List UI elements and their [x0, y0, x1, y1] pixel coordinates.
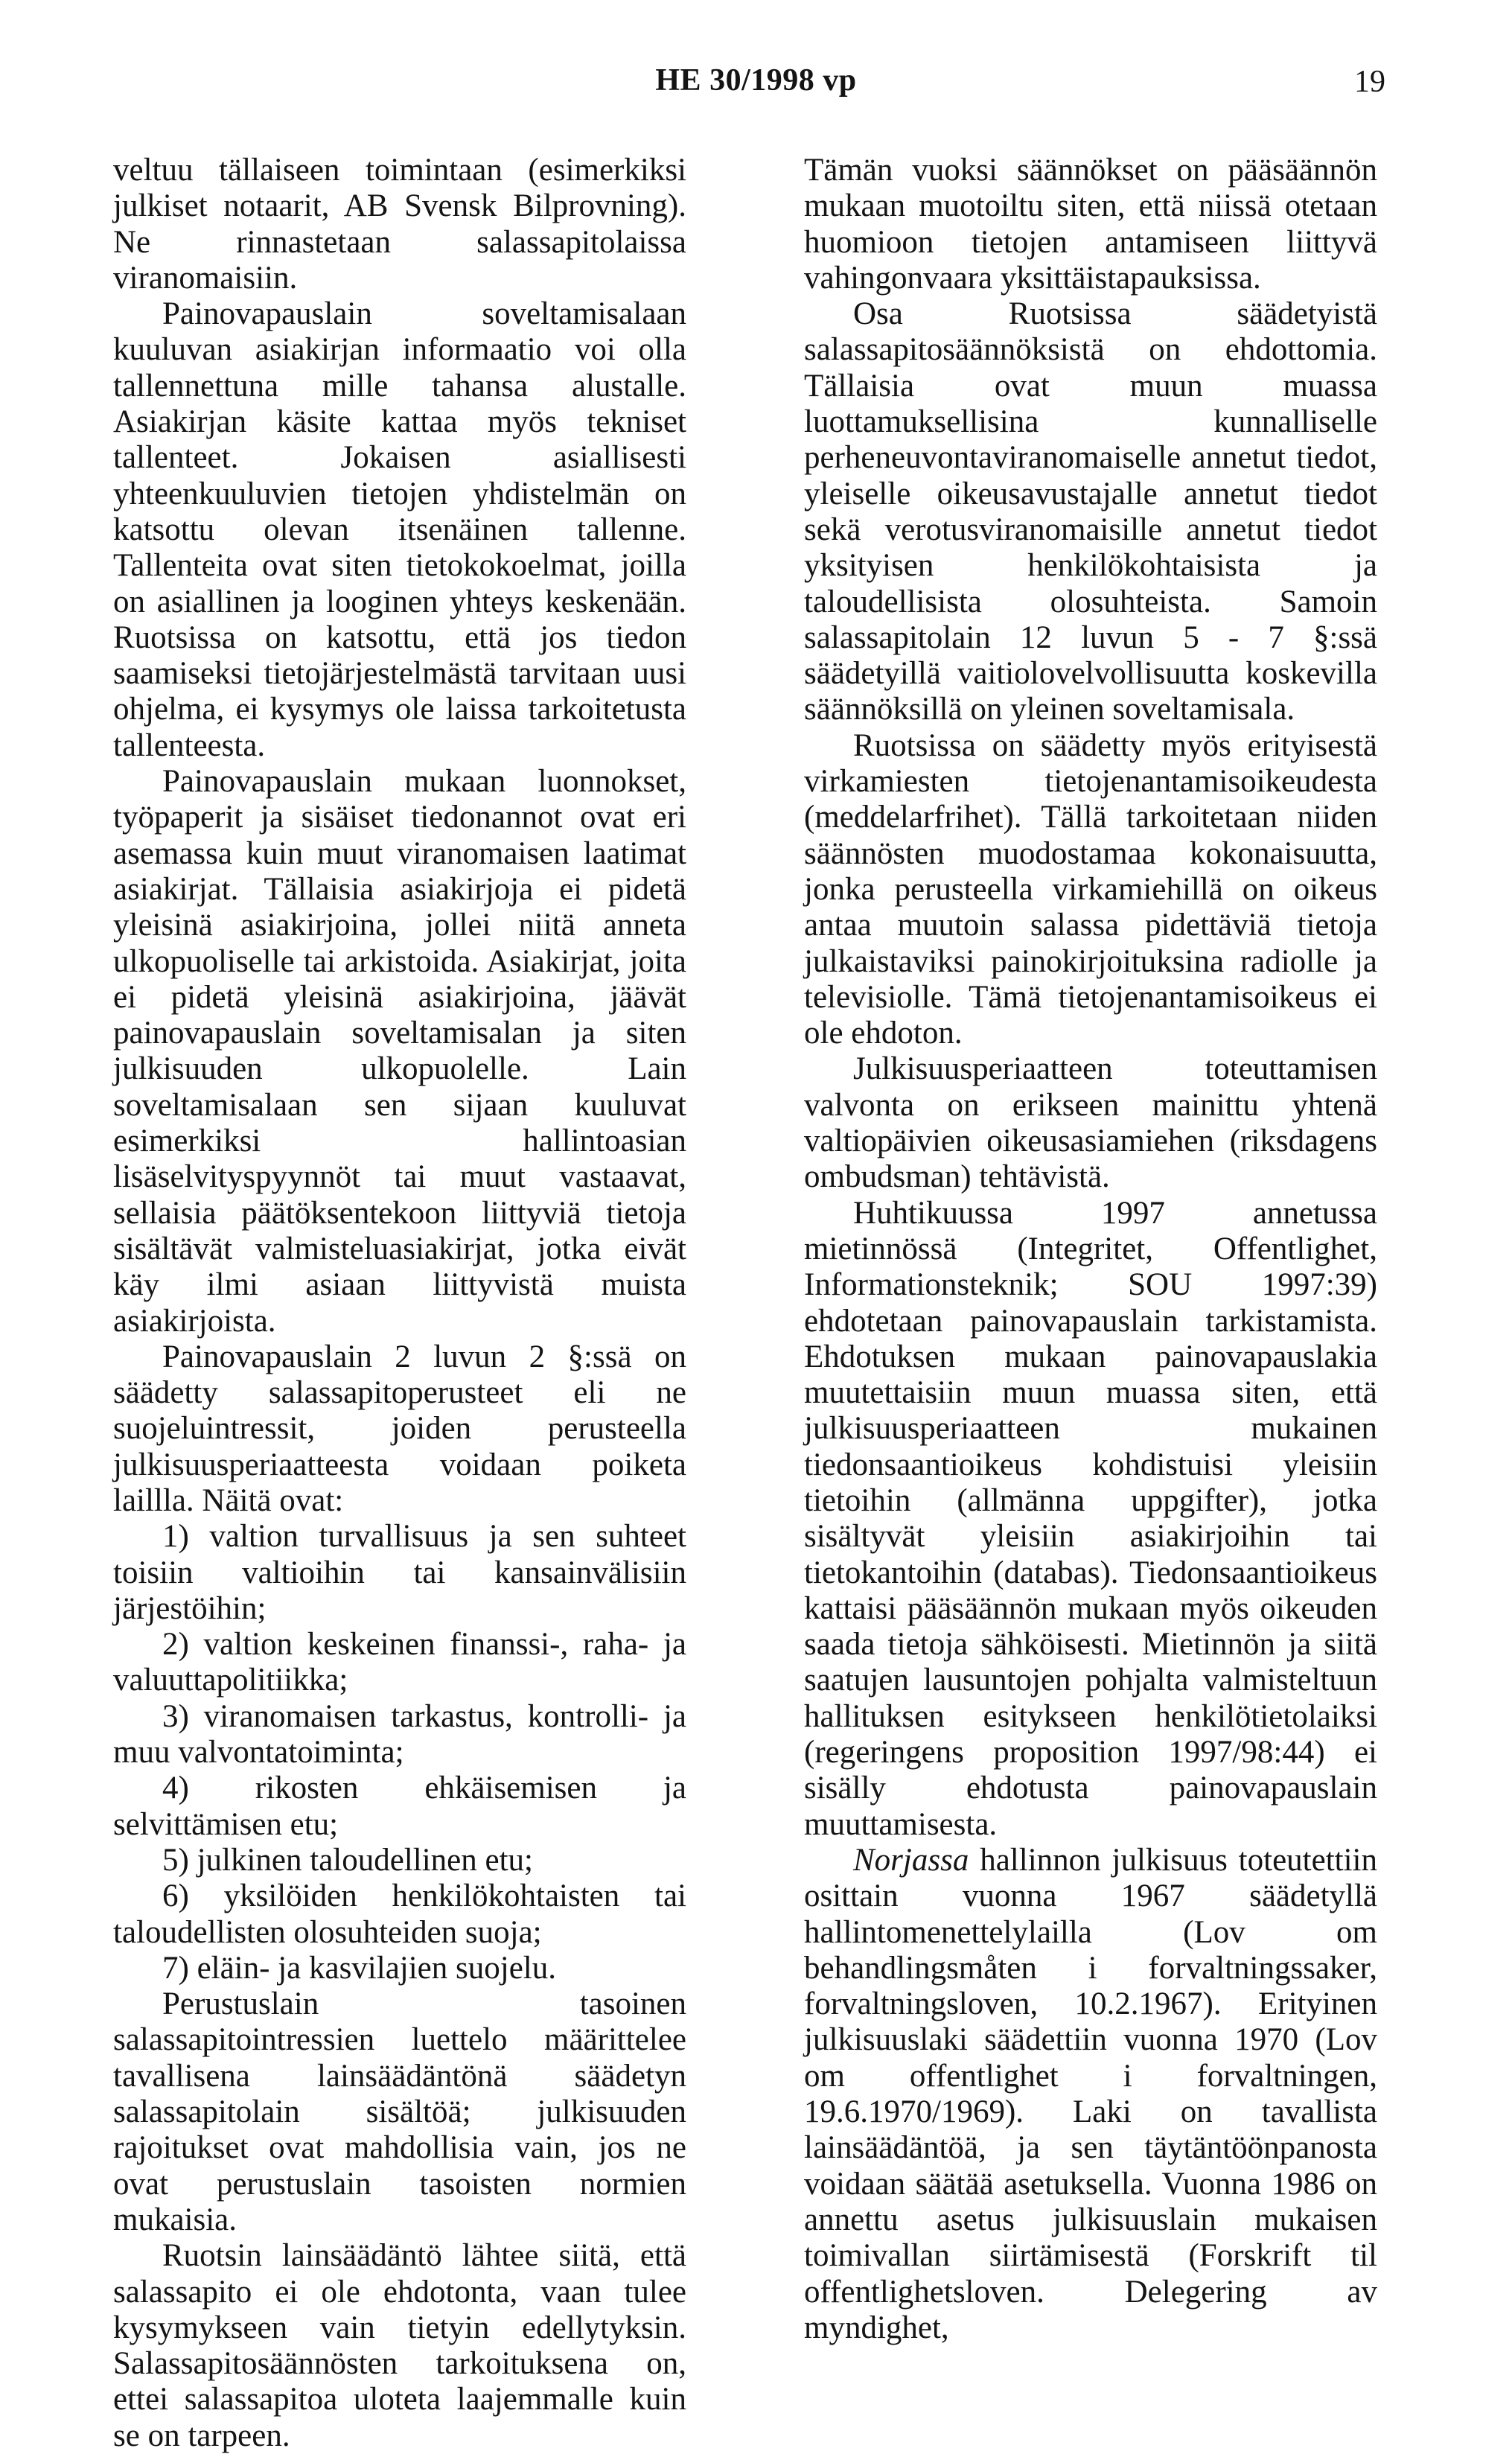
paragraph: Painovapauslain soveltamisalaan kuuluvan asiakirjan informaatio voi olla tallennettuna mille tahansa alustalle. Asiakirjan käsite kattaa myös tekniset tallenteet. Jokaisen asiallisesti yhteenkuuluvien tietojen yhdistelmän on katsottu olevan itsenäinen tallenne. Tallenteita ovat siten tietokokoelmat, joilla on asiallinen ja looginen yhteys keskenään. Ruotsissa on katsottu, että jos tiedon saamiseksi tietojärjestelmästä tarvitaan uusi ohjelma, ei kysymys ole laissa tarkoitetusta tallenteesta. — [113, 296, 686, 763]
right-column — [804, 153, 1377, 2346]
document-id: HE 30/1998 vp — [655, 63, 857, 98]
page-header — [0, 63, 1512, 110]
list-item: 4) rikosten ehkäisemisen ja selvittämisen etu; — [113, 1771, 686, 1842]
paragraph: Painovapauslain 2 luvun 2 §:ssä on säädetty salassapitoperusteet eli ne suojeluintressit, joiden perusteella julkisuusperiaatteesta voidaan poiketa laillla. Näitä ovat: — [113, 1339, 686, 1518]
paragraph: Tämän vuoksi säännökset on pääsäännön mukaan muotoiltu siten, että niissä otetaan huomioon tietojen antamiseen liittyvä vahingonvaara yksittäistapauksissa. — [804, 153, 1377, 296]
paragraph: veltuu tällaiseen toimintaan (esimerkiksi julkiset notaarit, AB Svensk Bilprovning). Ne rinnastetaan salassapitolaissa viranomaisiin. — [113, 153, 686, 296]
paragraph: Osa Ruotsissa säädetyistä salassapitosäännöksistä on ehdottomia. Tällaisia ovat muun muassa luottamuksellisina kunnalliselle perheneuvontaviranomaiselle annetut tiedot, yleiselle oikeusavustajalle annetut tiedot sekä verotusviranomaisille annetut tiedot yksityisen henkilökohtaisista ja taloudellisista olosuhteista. Samoin salassapitolain 12 luvun 5 - 7 §:ssä säädetyillä vaitiolovelvollisuutta koskevilla säännöksillä on yleinen soveltamisala. — [804, 296, 1377, 727]
list-item: 7) eläin- ja kasvilajien suojelu. — [162, 1950, 556, 1986]
paragraph-text: hallinnon julkisuus toteutettiin osittain vuonna 1967 säädetyllä hallintomenettelylailla (Lov om behandlingsmåten i forvaltningssaker, forvaltningsloven, 10.2.1967). Erityinen julkisuuslaki säädettiin vuonna 1970 (Lov om offentlighet i forvaltningen, 19.6.1970/1969). Laki on tavallista lainsäädäntöä, ja sen täytäntöönpanosta voidaan säätää asetuksella. Vuonna 1986 on annettu asetus julkisuuslain mukaisen toimivallan siirtämisestä (Forskrift til offentlighetsloven. Delegering av myndighet, — [804, 1842, 1377, 2345]
list-item: 5) julkinen taloudellinen etu; — [162, 1842, 533, 1878]
list-item: 1) valtion turvallisuus ja sen suhteet toisiin valtioihin tai kansainvälisiin järjestöihin; — [113, 1519, 686, 1626]
paragraph: Julkisuusperiaatteen toteuttamisen valvonta on erikseen mainittu yhtenä valtiopäivien oikeusasiamiehen (riksdagens ombudsman) tehtävistä. — [804, 1051, 1377, 1195]
paragraph — [804, 1843, 1377, 2346]
left-column — [113, 153, 686, 2454]
paragraph: Ruotsissa on säädetty myös erityisestä virkamiesten tietojenantamisoikeudesta (meddelarfrihet). Tällä tarkoitetaan niiden säännösten muodostamaa kokonaisuutta, jonka perusteella virkamiehillä on oikeus antaa muutoin salassa pidettäviä tietoja julkaistaviksi painokirjoituksina radiolle ja televisiolle. Tämä tietojenantamisoikeus ei ole ehdoton. — [804, 727, 1377, 1051]
paragraph: Ruotsin lainsäädäntö lähtee siitä, että salassapito ei ole ehdotonta, vaan tulee kysymykseen vain tietyin edellytyksin. Salassapitosäännösten tarkoituksena on, ettei salassapitoa uloteta laajemmalle kuin se on tarpeen. — [113, 2238, 686, 2453]
list-item: 3) viranomaisen tarkastus, kontrolli- ja muu valvontatoiminta; — [113, 1698, 686, 1771]
page-number: 19 — [1354, 65, 1385, 99]
paragraph: Perustuslain tasoinen salassapitointressien luettelo määrittelee tavallisena lainsäädäntönä säädetyn salassapitolain sisältöä; julkisuuden rajoitukset ovat mahdollisia vain, jos ne ovat perustuslain tasoisten normien mukaisia. — [113, 1986, 686, 2237]
country-emphasis: Norjassa — [853, 1842, 969, 1878]
list-item: 2) valtion keskeinen finanssi-, raha- ja valuuttapolitiikka; — [113, 1627, 686, 1698]
paragraph: Huhtikuussa 1997 annetussa mietinnössä (Integritet, Offentlighet, Informationsteknik; SOU 1997:39) ehdotetaan painovapauslain tarkistamista. Ehdotuksen mukaan painovapauslakia muutettaisiin muun muassa siten, että julkisuusperiaatteen mukainen tiedonsaantioikeus kohdistuisi yleisiin tietoihin (allmänna uppgifter), jotka sisältyvät yleisiin asiakirjoihin tai tietokantoihin (databas). Tiedonsaantioikeus kattaisi pääsäännön mukaan myös oikeuden saada tietoja sähköisesti. Mietinnön ja siitä saatujen lausuntojen pohjalta valmisteltuun hallituksen esitykseen henkilötietolaiksi (regeringens proposition 1997/98:44) ei sisälly ehdotusta painovapauslain muuttamisesta. — [804, 1195, 1377, 1842]
list-item: 6) yksilöiden henkilökohtaisten tai taloudellisten olosuhteiden suoja; — [113, 1878, 686, 1950]
paragraph: Painovapauslain mukaan luonnokset, työpaperit ja sisäiset tiedonannot ovat eri asemassa kuin muut viranomaisen laatimat asiakirjat. Tällaisia asiakirjoja ei pidetä yleisinä asiakirjoina, jollei niitä anneta ulkopuoliselle tai arkistoida. Asiakirjat, joita ei pidetä yleisinä asiakirjoina, jäävät painovapauslain soveltamisalan ja siten julkisuuden ulkopuolelle. Lain soveltamisalaan sen sijaan kuuluvat esimerkiksi hallintoasian lisäselvityspyynnöt tai muut vastaavat, sellaisia päätöksentekoon liittyviä tietoja sisältävät valmisteluasiakirjat, jotka eivät käy ilmi asiaan liittyvistä muista asiakirjoista. — [113, 764, 686, 1339]
